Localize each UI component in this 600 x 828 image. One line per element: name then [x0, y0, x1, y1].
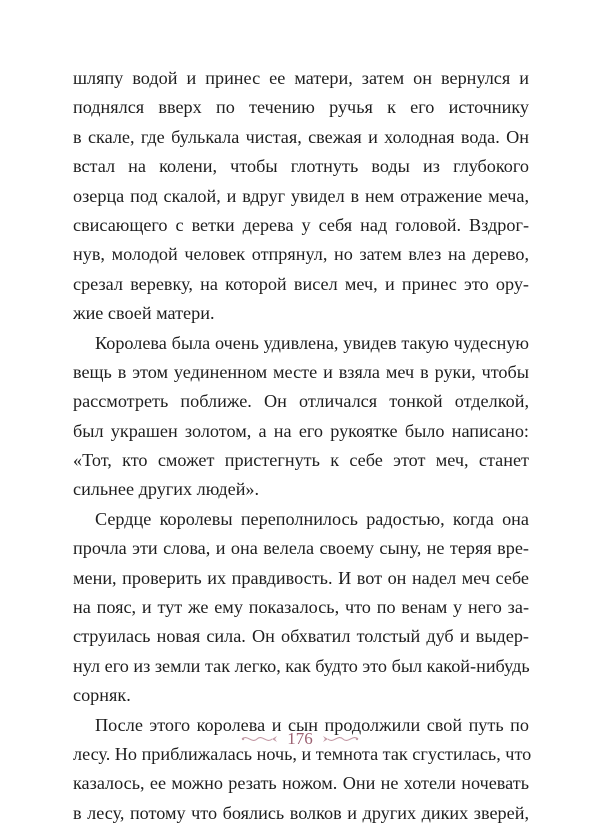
text-line: После этого королева и сын продолжили свой путь по — [95, 714, 529, 735]
page-number: 176 — [287, 729, 313, 748]
text-line: озерца под скалой, и вдруг увидел в нем отражение меча, — [73, 185, 529, 206]
text-line: сорняк. — [73, 685, 131, 706]
text-line: казалось, ее можно резать ножом. Они не хотели ночевать — [73, 773, 529, 794]
flourish-left-icon — [241, 732, 279, 746]
text-line: Королева была очень удивлена, увидев такую чудесную — [95, 332, 529, 353]
flourish-right-icon — [321, 732, 359, 746]
text-line: рассмотреть поближе. Он отличался тонкой отделкой, — [73, 391, 529, 412]
text-line: вещь в этом уединенном месте и взяла меч в руки, чтобы — [73, 361, 529, 382]
text-line: жие своей матери. — [73, 303, 215, 324]
text-line: был украшен золотом, а на его рукоятке было написано: — [73, 420, 529, 441]
text-line: прочла эти слова, и она велела своему сыну, не теряя вре- — [73, 538, 529, 559]
text-line: в лесу, потому что боялись волков и других диких зверей, — [73, 802, 529, 823]
text-line: струилась новая сила. Он обхватил толстый дуб и выдер- — [73, 626, 529, 647]
text-line: Сердце королевы переполнилось радостью, когда она — [95, 508, 529, 529]
text-line: лесу. Но приближалась ночь, и темнота так сгустилась, что — [73, 743, 532, 764]
text-line: «Тот, кто сможет пристегнуть к себе этот меч, станет — [73, 450, 529, 471]
text-line: на пояс, и тут же ему показалось, что по венам у него за- — [73, 597, 529, 618]
text-line: мени, проверить их правдивость. И вот он надел меч себе — [73, 567, 529, 588]
text-line: нув, молодой человек отпрянул, но затем влез на дерево, — [73, 244, 529, 265]
text-line: срезал веревку, на которой висел меч, и принес это ору- — [73, 273, 529, 294]
text-line: встал на колени, чтобы глотнуть воды из глубокого — [73, 156, 529, 177]
text-line: поднялся вверх по течению ручья к его источнику — [73, 97, 529, 118]
page-folio — [0, 727, 600, 751]
text-line: свисающего с ветки дерева у себя над головой. Вздрог- — [73, 214, 529, 235]
text-line: сильнее других людей». — [73, 479, 260, 500]
text-line: в скале, где булькала чистая, свежая и холодная вода. Он — [73, 126, 529, 147]
text-line: нул его из земли так легко, как будто это был какой-нибудь — [73, 655, 530, 676]
body-text — [73, 64, 532, 828]
text-line: шляпу водой и принес ее матери, затем он вернулся и — [73, 68, 529, 88]
